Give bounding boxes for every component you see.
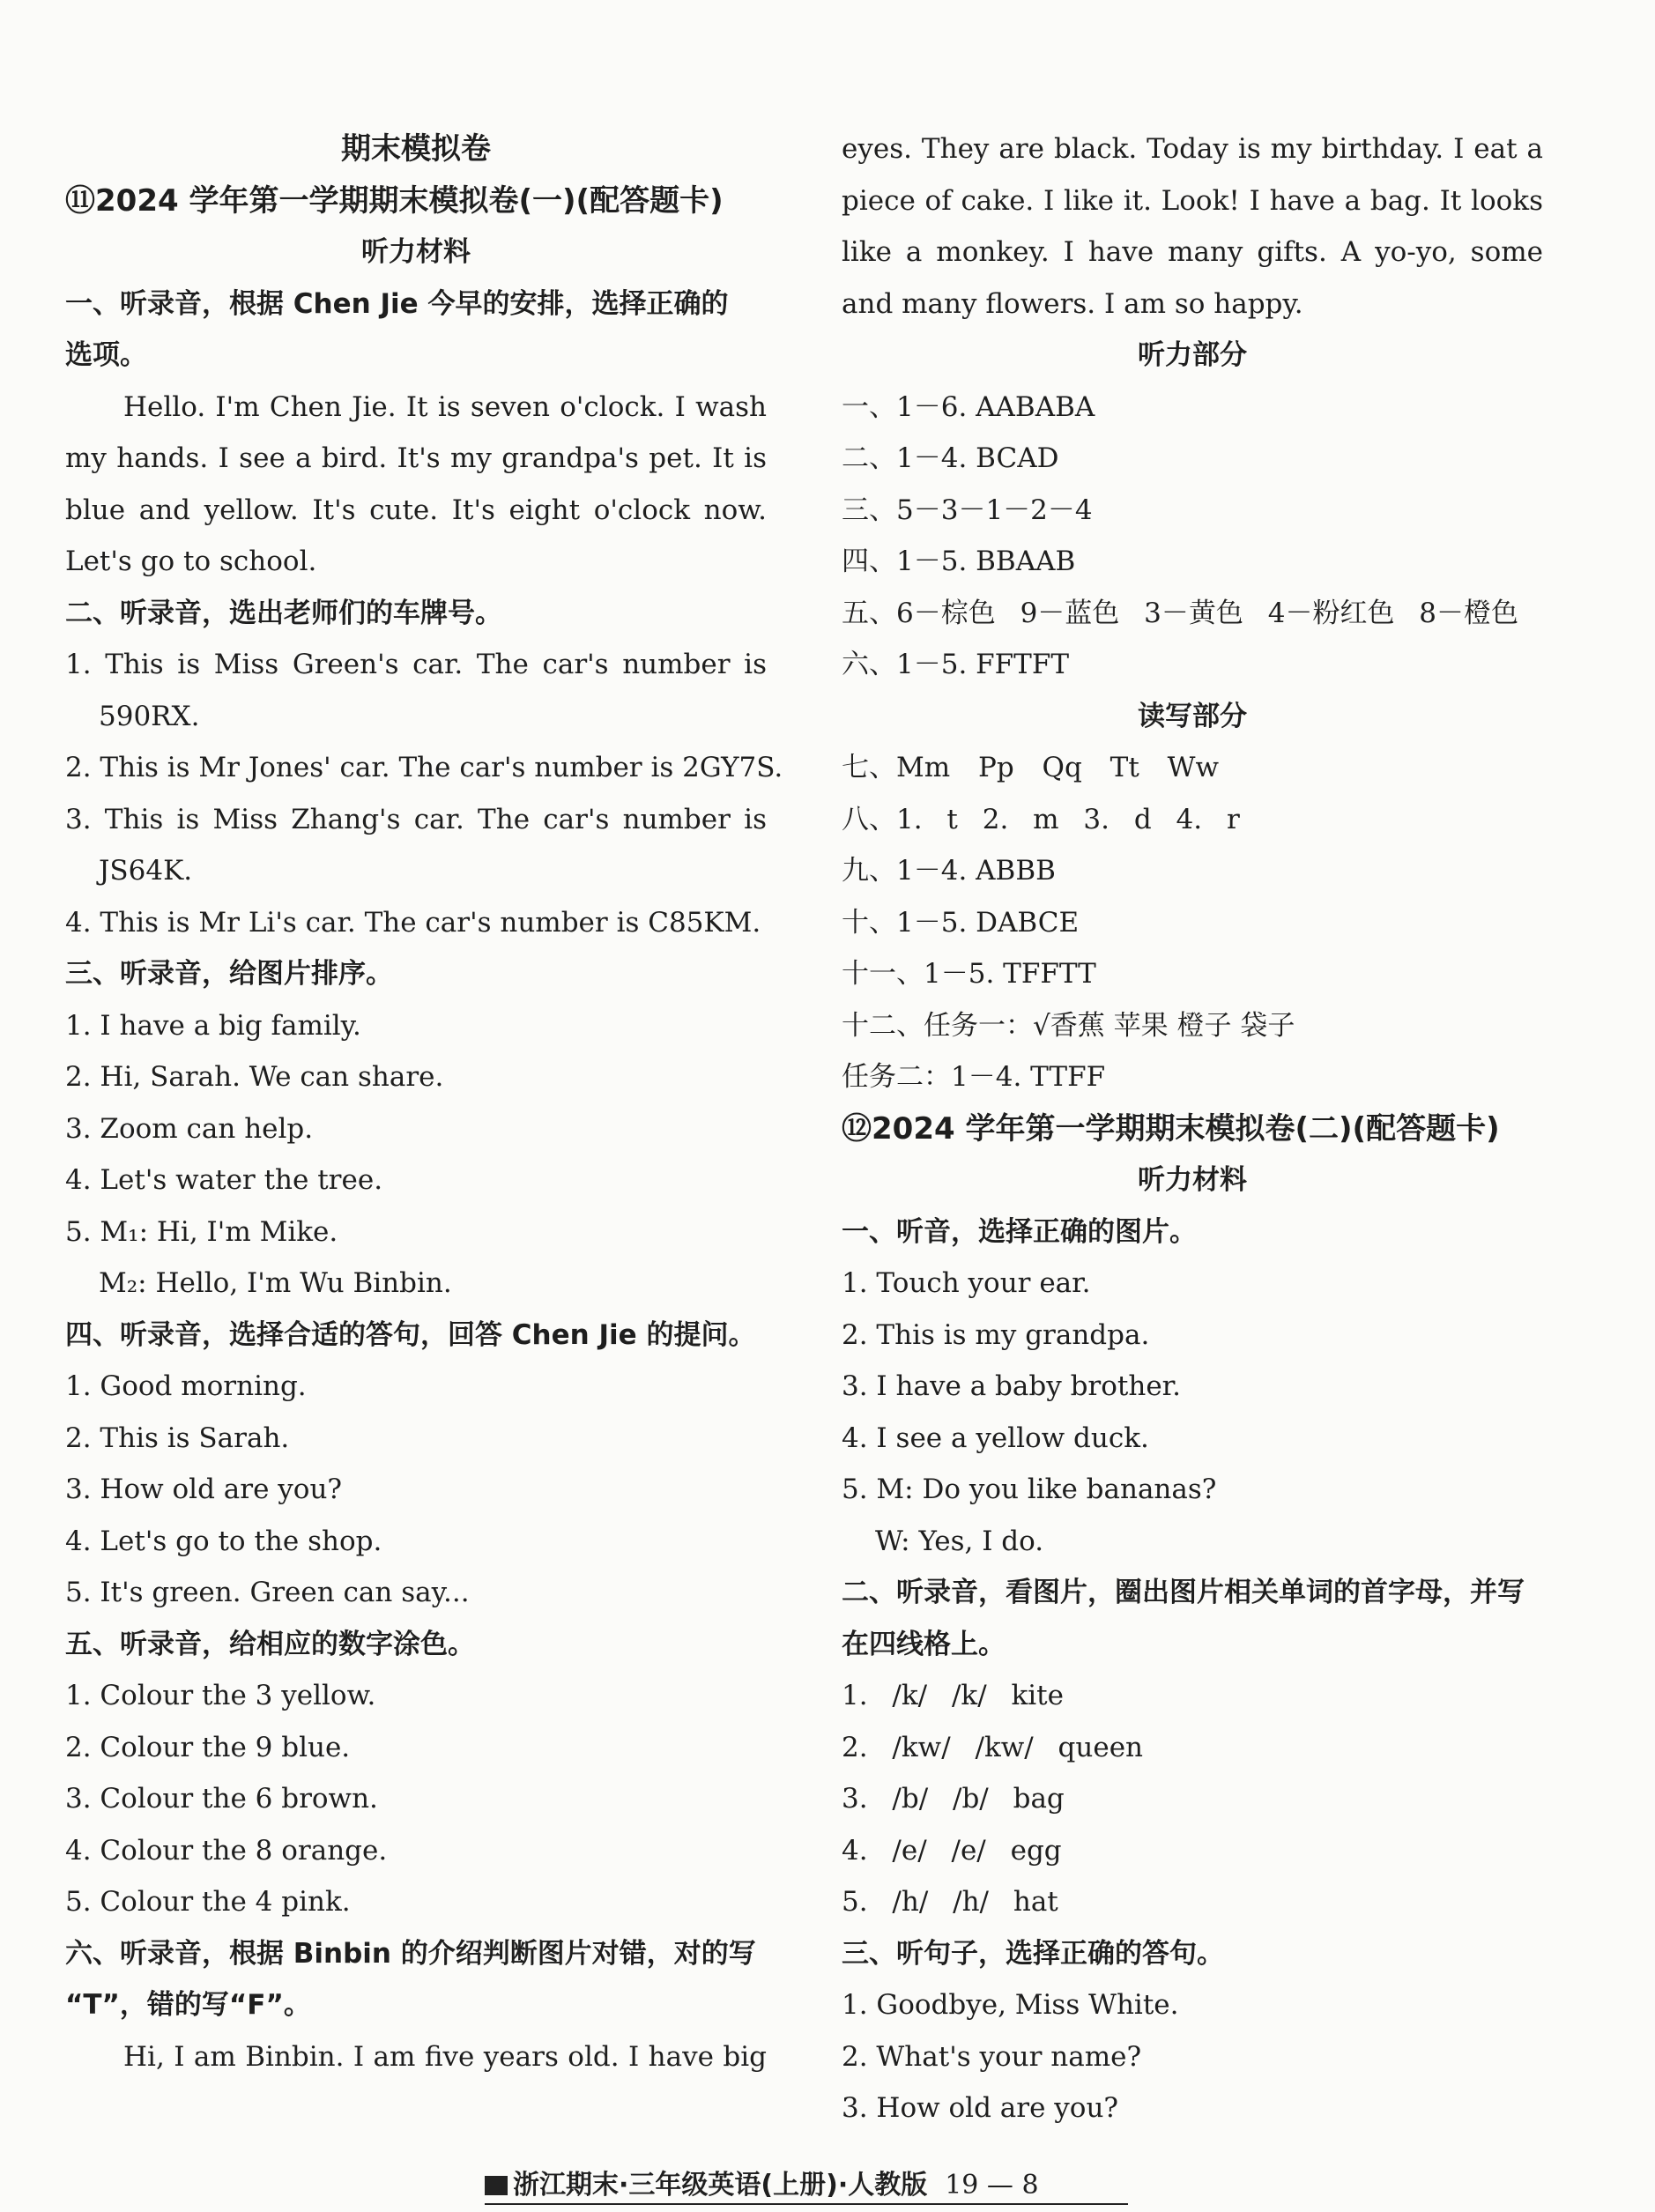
question-heading-1: 一、听录音，根据 Chen Jie 今早的安排，选择正确的 [65,287,729,320]
list-item-cont: M₂: Hello, I'm Wu Binbin. [99,1267,452,1299]
list-item: 2. This is Sarah. [65,1421,290,1454]
passage-line: my hands. I see a bird. It's my grandpa's pet. It is [65,442,767,474]
section-heading-reading-writing: 读写部分 [1138,700,1247,732]
question-heading-3: 三、听句子，选择正确的答句。 [842,1937,1224,1970]
section-heading-listening-material: 听力材料 [361,236,471,268]
list-item: 1. Colour the 3 yellow. [65,1680,376,1711]
question-heading-2-cont: 在四线格上。 [842,1628,1006,1660]
answer-line: 六、1－5. FFTFT [842,649,1070,680]
answer-line: 三、5－3－1－2－4 [842,494,1093,526]
list-item: 3. How old are you? [65,1473,343,1505]
question-heading-1-cont: 选项。 [65,339,147,371]
list-item: 3. I have a baby brother. [842,1370,1181,1402]
list-item: 4. Colour the 8 orange. [65,1834,388,1867]
right-column [842,123,1543,2134]
answer-line: 一、1－6. AABABA [842,390,1095,423]
passage-line: like a monkey. I have many gifts. A yo-yo, some [842,236,1543,268]
answer-line: 二、1－4. BCAD [842,442,1059,474]
list-item: 5. Colour the 4 pink. [65,1886,351,1918]
question-heading-2: 二、听录音，选出老师们的车牌号。 [65,597,502,629]
list-item-cont: JS64K. [99,855,193,887]
list-item: 2. Colour the 9 blue. [65,1731,351,1763]
list-item: 2. What's your name? [842,2040,1142,2073]
list-item: 2. This is Mr Jones' car. The car's number is 2GY7S. [65,752,783,783]
answer-line: 十一、1－5. TFFTT [842,958,1096,990]
answer-line: 任务二：1－4. TTFF [842,1061,1106,1093]
list-item: 1. I have a big family. [65,1009,361,1042]
list-item: 3. How old are you? [842,2092,1119,2124]
answer-line: 九、1－4. ABBB [842,855,1056,887]
list-item: 4. Let's go to the shop. [65,1525,382,1557]
answer-line: 八、1. t 2. m 3. d 4. r [842,803,1240,835]
list-item: 3. Colour the 6 brown. [65,1783,378,1815]
section-heading-listening-material: 听力材料 [1138,1164,1247,1196]
exam-title-1: ⑪2024 学年第一学期期末模拟卷(一)(配答题卡) [65,182,724,219]
list-item: 2. This is my grandpa. [842,1318,1150,1351]
passage-line: and many flowers. I am so happy. [842,287,1303,320]
list-item: 1. Good morning. [65,1370,307,1402]
list-item: 4. Let's water the tree. [65,1164,383,1196]
question-heading-6: 六、听录音，根据 Binbin 的介绍判断图片对错，对的写 [65,1937,756,1970]
list-item-cont: 590RX. [99,700,200,732]
section-heading-listening: 听力部分 [1138,339,1247,371]
list-item: 4. I see a yellow duck. [842,1421,1149,1454]
question-heading-4: 四、听录音，选择合适的答句，回答 Chen Jie 的提问。 [65,1318,756,1351]
list-item: 4. /e/ /e/ egg [842,1834,1062,1867]
list-item: 1. /k/ /k/ kite [842,1680,1064,1711]
passage-line: eyes. They are black. Today is my birthday. I eat a [842,133,1543,165]
answer-line: 四、1－5. BBAAB [842,546,1076,577]
list-item: 5. M: Do you like bananas? [842,1473,1217,1505]
list-item: 4. This is Mr Li's car. The car's number is C85KM. [65,906,761,939]
question-heading-1: 一、听音，选择正确的图片。 [842,1215,1197,1248]
question-heading-6-cont: “T”，错的写“F”。 [65,1989,311,2021]
list-item: 2. Hi, Sarah. We can share. [65,1061,444,1093]
footer-book-title: 浙江期末·三年级英语(上册)·人教版 [513,2170,928,2201]
square-icon [485,2176,508,2195]
passage-line: piece of cake. I like it. Look! I have a bag. It looks [842,184,1543,217]
page-footer [485,2168,1128,2205]
list-item: 3. /b/ /b/ bag [842,1783,1065,1815]
passage-line: Hello. I'm Chen Jie. It is seven o'clock. I wash [123,390,767,423]
list-item: 1. Touch your ear. [842,1267,1091,1299]
list-item: 5. It's green. Green can say... [65,1577,470,1608]
list-item: 5. /h/ /h/ hat [842,1886,1058,1918]
answer-line: 七、Mm Pp Qq Tt Ww [842,752,1220,783]
answer-line: 十二、任务一：√香蕉 苹果 橙子 袋子 [842,1009,1295,1042]
list-item: 2. /kw/ /kw/ queen [842,1731,1144,1763]
list-item-cont: W: Yes, I do. [875,1525,1044,1557]
list-item: 3. This is Miss Zhang's car. The car's number is [65,803,767,835]
exam-title-2: ⑫2024 学年第一学期期末模拟卷(二)(配答题卡) [842,1110,1500,1147]
question-heading-5: 五、听录音，给相应的数字涂色。 [65,1628,475,1660]
passage-line: blue and yellow. It's cute. It's eight o'clock now. [65,494,767,526]
answer-line: 十、1－5. DABCE [842,906,1080,939]
page-title: 期末模拟卷 [341,131,491,167]
list-item: 5. M₁: Hi, I'm Mike. [65,1215,338,1248]
left-column [65,123,783,2082]
passage-line: Hi, I am Binbin. I am five years old. I have big [123,2040,767,2073]
list-item: 1. Goodbye, Miss White. [842,1989,1179,2021]
list-item: 1. This is Miss Green's car. The car's number is [65,649,767,680]
question-heading-3: 三、听录音，给图片排序。 [65,958,393,990]
question-heading-2: 二、听录音，看图片，圈出图片相关单词的首字母，并写 [842,1577,1525,1608]
answer-line: 五、6－棕色 9－蓝色 3－黄色 4－粉红色 8－橙色 [842,597,1519,629]
list-item: 3. Zoom can help. [65,1112,314,1145]
page-number: 19 — 8 [945,2170,1039,2201]
passage-line: Let's go to school. [65,546,317,577]
